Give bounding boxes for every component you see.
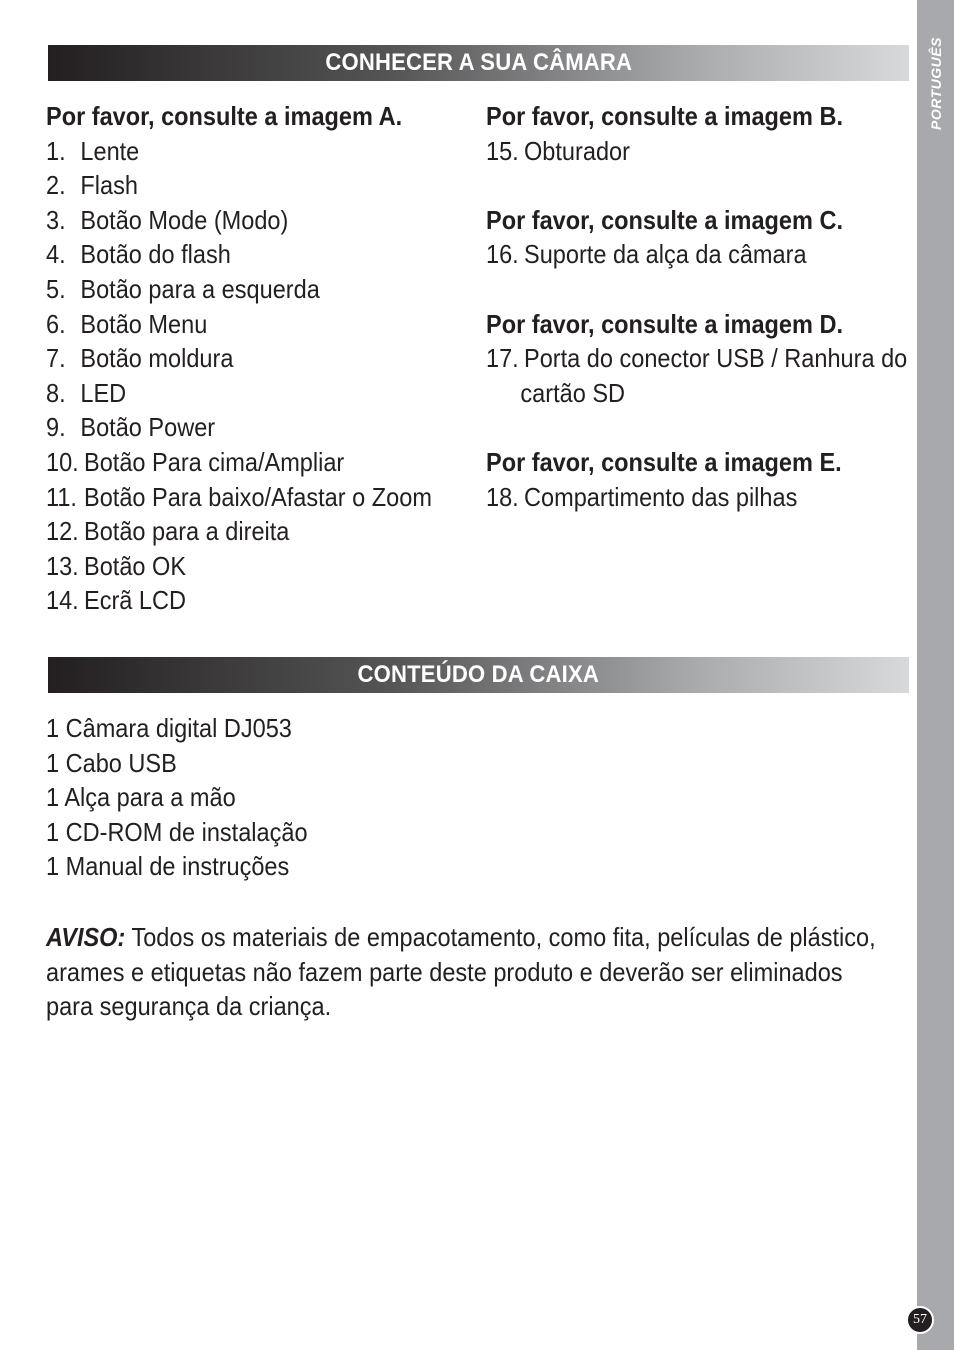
- list-item: 1 Cabo USB: [46, 747, 177, 778]
- heading-image-b: Por favor, consulte a imagem B.: [486, 101, 843, 131]
- section-header-box-contents: [48, 657, 909, 693]
- item-number: 6.: [46, 308, 66, 339]
- box-contents-list: [46, 711, 861, 884]
- list-item: [46, 549, 471, 584]
- list-item: [46, 168, 471, 203]
- list-item: 1 Manual de instruções: [46, 851, 290, 882]
- item-number: 16.: [486, 239, 519, 270]
- item-number: 9.: [46, 412, 66, 443]
- item-number: 11.: [46, 481, 77, 512]
- item-label-continuation: cartão SD: [520, 377, 626, 408]
- section-title: CONHECER A SUA CÂMARA: [325, 49, 632, 76]
- item-label: Botão moldura: [80, 343, 234, 374]
- item-label: LED: [80, 377, 127, 408]
- item-number: 17.: [486, 343, 519, 374]
- list-item: [486, 237, 911, 272]
- item-label: Botão Power: [80, 412, 216, 443]
- item-label: Obturador: [524, 135, 630, 166]
- side-language-tab: [917, 0, 954, 1350]
- item-number: 4.: [46, 239, 66, 270]
- list-item: [46, 583, 471, 618]
- section-header-know-camera: [48, 45, 909, 81]
- page-number: 57: [906, 1306, 934, 1334]
- list-item: [46, 480, 471, 515]
- list-item: [46, 514, 471, 549]
- parts-list-images-b-e: [486, 99, 911, 514]
- list-item: [46, 445, 471, 480]
- list-item: [46, 341, 471, 376]
- list-item: 1 Câmara digital DJ053: [46, 713, 292, 743]
- item-label: Botão do flash: [80, 239, 231, 270]
- item-label: Porta do conector USB / Ranhura do: [524, 343, 908, 374]
- item-label: Botão OK: [84, 550, 187, 581]
- section-title: CONTEÚDO DA CAIXA: [357, 661, 600, 688]
- parts-list-image-a: [46, 99, 471, 618]
- item-number: 14.: [46, 585, 79, 616]
- item-label: Botão Menu: [80, 308, 208, 339]
- item-label: Compartimento das pilhas: [524, 481, 798, 512]
- item-label: Botão para a esquerda: [80, 273, 320, 304]
- list-item: [486, 341, 911, 376]
- item-number: 10.: [46, 446, 79, 477]
- list-item: [46, 307, 471, 342]
- item-number: 12.: [46, 516, 79, 547]
- list-item: [46, 272, 471, 307]
- heading-image-a: Por favor, consulte a imagem A.: [46, 101, 403, 131]
- item-label: Lente: [80, 135, 140, 166]
- heading-image-e: Por favor, consulte a imagem E.: [486, 446, 842, 477]
- list-item: [46, 376, 471, 411]
- item-label: Botão para a direita: [84, 516, 290, 547]
- item-number: 18.: [486, 481, 519, 512]
- warning-paragraph: [46, 920, 880, 1024]
- item-number: 5.: [46, 273, 66, 304]
- list-item: 1 CD-ROM de instalação: [46, 816, 308, 847]
- item-label: Flash: [80, 170, 138, 201]
- list-item: [486, 134, 911, 169]
- warning-label: AVISO:: [46, 922, 126, 952]
- item-number: 8.: [46, 377, 66, 408]
- item-number: 3.: [46, 204, 66, 235]
- item-label: Botão Mode (Modo): [80, 204, 289, 235]
- list-item: [486, 480, 911, 515]
- warning-text: Todos os materiais de empacotamento, como fita, películas de plástico, arames e etiquetas não fazem parte deste produto e deverão ser eliminados para segurança da criança.: [46, 922, 876, 1022]
- item-label: Botão Para baixo/Afastar o Zoom: [84, 481, 432, 512]
- language-label: PORTUGUÊS: [928, 37, 944, 130]
- list-item: [46, 203, 471, 238]
- heading-image-c: Por favor, consulte a imagem C.: [486, 204, 843, 235]
- item-number: 13.: [46, 550, 79, 581]
- list-item: [46, 410, 471, 445]
- item-label: Suporte da alça da câmara: [524, 239, 807, 270]
- heading-image-d: Por favor, consulte a imagem D.: [486, 308, 843, 339]
- list-item: [46, 134, 471, 169]
- list-item: [46, 237, 471, 272]
- item-label: Ecrã LCD: [84, 585, 187, 616]
- item-number: 2.: [46, 170, 66, 201]
- item-number: 1.: [46, 135, 66, 166]
- item-label: Botão Para cima/Ampliar: [84, 446, 345, 477]
- item-number: 15.: [486, 135, 519, 166]
- list-item: 1 Alça para a mão: [46, 782, 236, 813]
- item-number: 7.: [46, 343, 66, 374]
